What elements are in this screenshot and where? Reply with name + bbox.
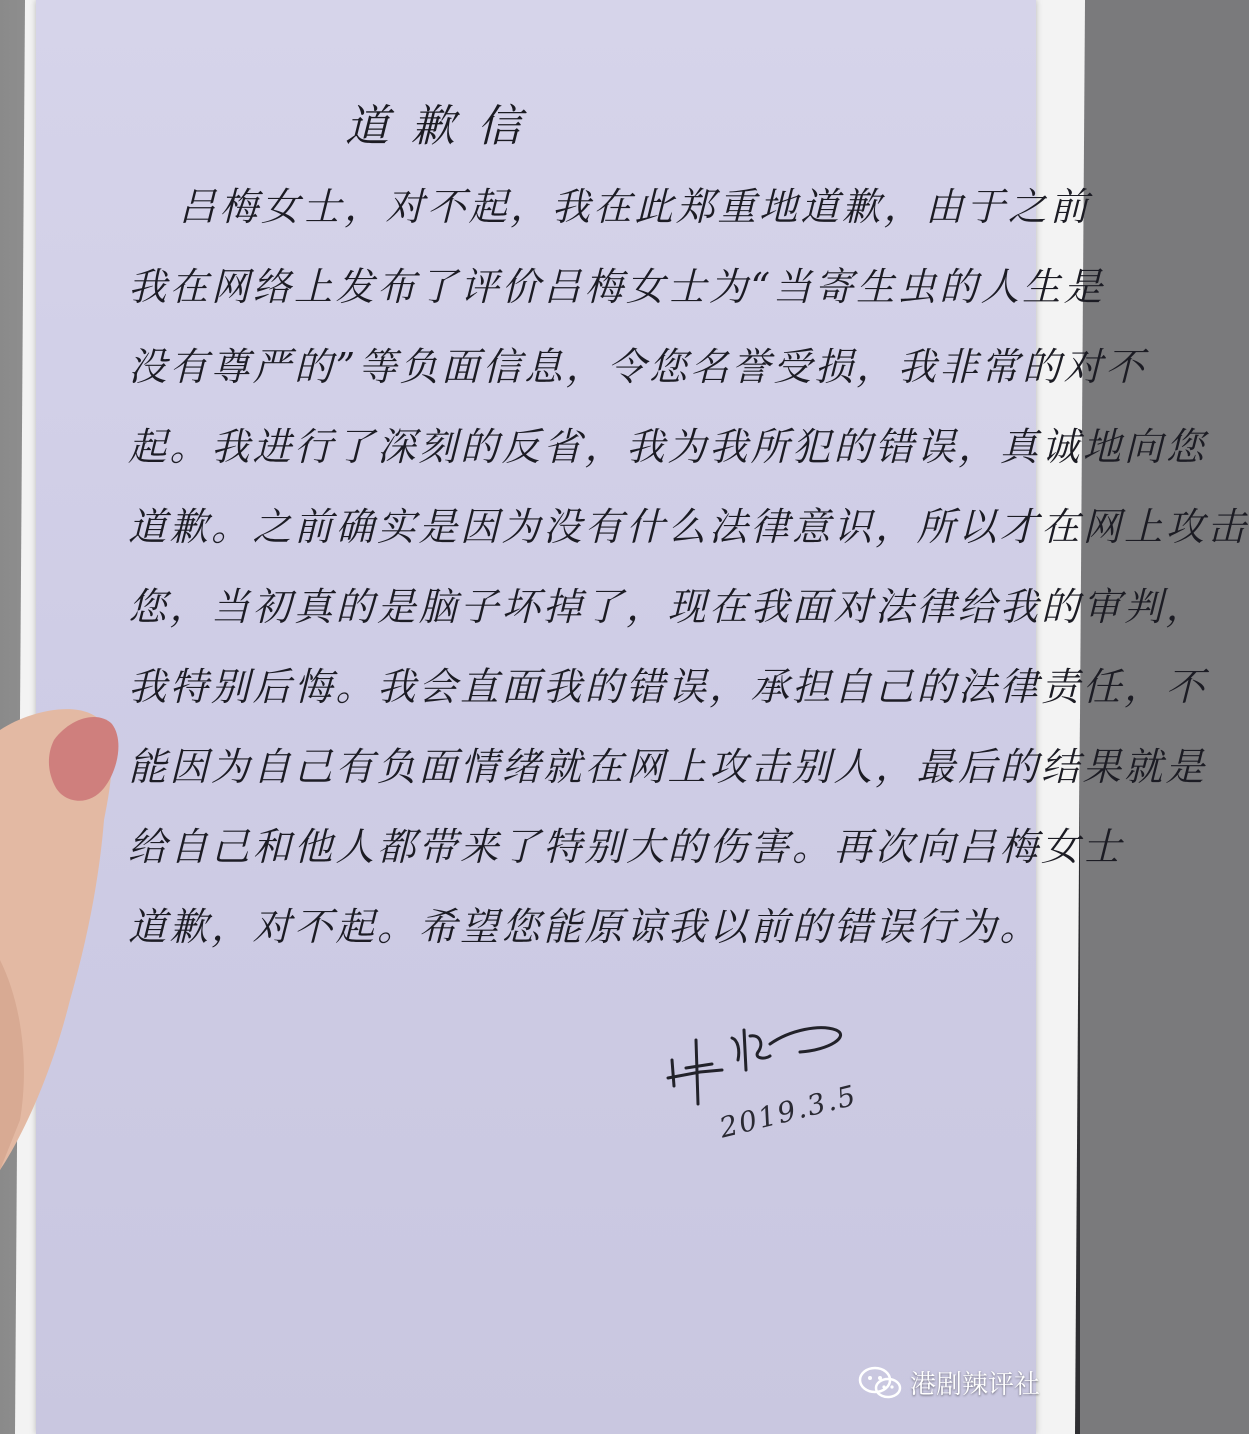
watermark [858,1364,1040,1401]
letter-line: 您，当初真的是脑子坏掉了，现在我面对法律给我的审判， [128,585,1208,630]
letter-line: 起。我进行了深刻的反省，我为我所犯的错误，真诚地向您 [128,425,1208,470]
watermark-text: 港剧辣评社 [910,1370,1041,1400]
signature-date: 2019.3.5 [716,1078,861,1145]
letter-line: 道歉。之前确实是因为没有什么法律意识，所以才在网上攻击 [128,505,1249,550]
wechat-icon [858,1365,902,1401]
hand-holding-paper [0,700,140,1434]
letter-body [128,168,1249,968]
letter-line: 没有尊严的”等负面信息，令您名誉受损，我非常的对不 [128,345,1147,390]
letter-line: 给自己和他人都带来了特别大的伤害。再次向吕梅女士 [128,825,1125,870]
letter-title: 道歉信 [345,101,543,152]
letter-line: 道歉，对不起。希望您能原谅我以前的错误行为。 [128,905,1042,950]
letter-line: 能因为自己有负面情绪就在网上攻击别人，最后的结果就是 [128,745,1208,790]
letter-line: 我在网络上发布了评价吕梅女士为“当寄生虫的人生是 [128,265,1106,310]
letter-line: 我特别后悔。我会直面我的错误，承担自己的法律责任，不 [128,665,1208,710]
letter-line: 吕梅女士，对不起，我在此郑重地道歉，由于之前 [178,185,1092,230]
